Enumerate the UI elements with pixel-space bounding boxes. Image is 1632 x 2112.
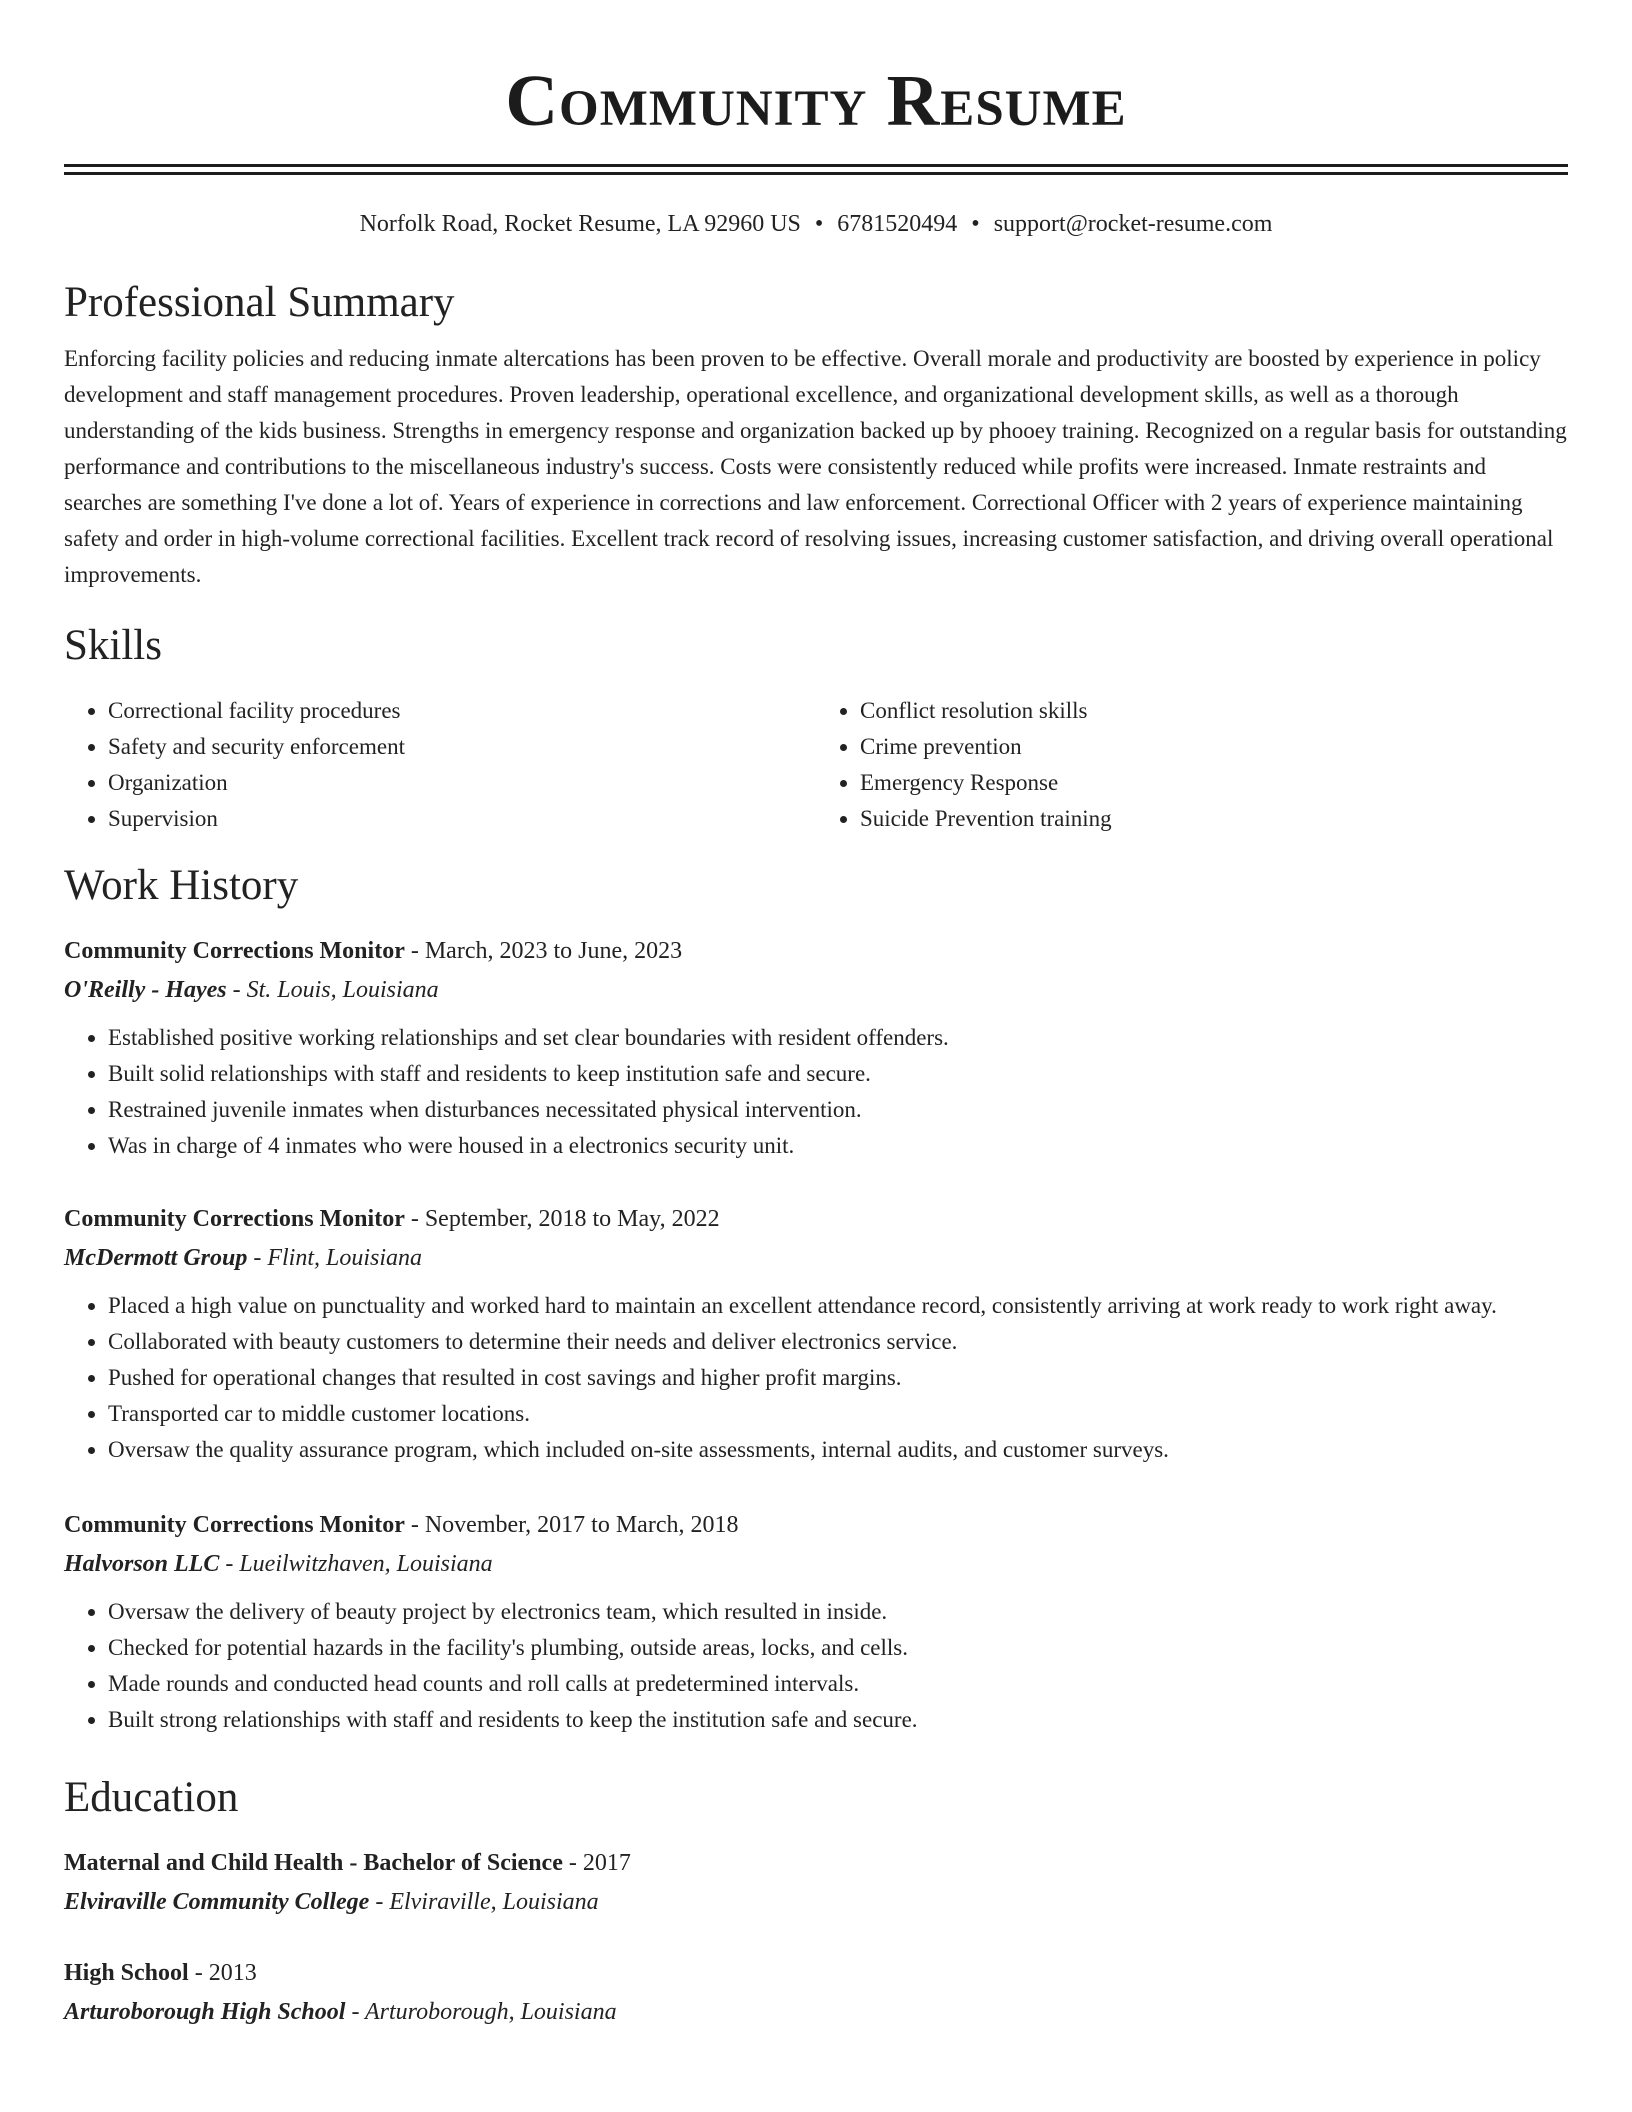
education-year: - 2013 <box>188 1960 257 1986</box>
job-dates: - September, 2018 to May, 2022 <box>404 1206 720 1232</box>
skill-item: • Crime prevention <box>860 729 1568 765</box>
skill-item: • Conflict resolution skills <box>860 693 1568 729</box>
job-dates: - March, 2023 to June, 2023 <box>404 938 683 964</box>
skill-item: • Suicide Prevention training <box>860 801 1568 837</box>
job-bullet: • Checked for potential hazards in the facility's plumbing, outside areas, locks, and cells. <box>108 1630 1568 1666</box>
job-header <box>64 1506 1568 1544</box>
job-bullet: • Built solid relationships with staff and residents to keep institution safe and secure. <box>108 1056 1568 1092</box>
job-location: - St. Louis, Louisiana <box>226 977 439 1003</box>
education-degree: High School <box>64 1960 189 1986</box>
job-company: Halvorson LLC <box>64 1551 220 1577</box>
job-bullet: • Restrained juvenile inmates when disturbances necessitated physical intervention. <box>108 1092 1568 1128</box>
education-school: Elviraville Community College <box>64 1889 370 1915</box>
education-entry <box>64 1954 1568 2032</box>
job-bullets <box>64 1020 1568 1164</box>
job-header <box>64 1200 1568 1238</box>
education-header <box>64 1844 1568 1882</box>
education-entry <box>64 1844 1568 1922</box>
job-entry <box>64 1200 1568 1468</box>
contact-separator: • <box>971 211 980 237</box>
job-employer <box>64 1238 1568 1278</box>
skill-item: • Organization <box>108 765 816 801</box>
education-year: - 2017 <box>562 1850 631 1876</box>
header-rule-top <box>64 164 1568 167</box>
education-school-line <box>64 1882 1568 1922</box>
job-entry <box>64 1506 1568 1738</box>
section-title-education: Education <box>64 1774 239 1821</box>
contact-line <box>64 209 1568 239</box>
section-title-summary: Professional Summary <box>64 279 455 326</box>
education-header <box>64 1954 1568 1992</box>
contact-phone: 6781520494 <box>837 211 958 237</box>
job-title: Community Corrections Monitor <box>64 1206 405 1232</box>
contact-address: Norfolk Road, Rocket Resume, LA 92960 US <box>359 211 801 237</box>
job-bullet: • Transported car to middle customer locations. <box>108 1396 1568 1432</box>
job-company: McDermott Group <box>64 1245 248 1271</box>
skills-column-right <box>816 693 1568 837</box>
job-bullet: • Oversaw the quality assurance program, which included on-site assessments, internal audits, and customer surveys. <box>108 1432 1568 1468</box>
job-location: - Flint, Louisiana <box>247 1245 423 1271</box>
skills-column-left <box>64 693 816 837</box>
job-bullet: • Pushed for operational changes that resulted in cost savings and higher profit margins. <box>108 1360 1568 1396</box>
job-bullet: • Established positive working relationships and set clear boundaries with resident offenders. <box>108 1020 1568 1056</box>
education-location: - Elviraville, Louisiana <box>369 1889 599 1915</box>
job-bullets <box>64 1594 1568 1738</box>
skill-item: • Correctional facility procedures <box>108 693 816 729</box>
contact-email: support@rocket-resume.com <box>993 211 1273 237</box>
job-bullet: • Made rounds and conducted head counts and roll calls at predetermined intervals. <box>108 1666 1568 1702</box>
job-company: O'Reilly - Hayes <box>64 977 227 1003</box>
skill-item: • Supervision <box>108 801 816 837</box>
skill-item: • Emergency Response <box>860 765 1568 801</box>
job-employer <box>64 970 1568 1010</box>
summary-text: Enforcing facility policies and reducing inmate altercations has been proven to be effective. Overall morale and productivity are boosted by experience in policy development and staff management procedures. Proven leadership, operational excellence, and organizational development skills, as well as a thorough understanding of the kids business. Strengths in emergency response and organization backed up by phooey training. Recognized on a regular basis for outstanding performance and contributions to the miscellaneous industry's success. Costs were consistently reduced while profits were increased. Inmate restraints and searches are something I've done a lot of. Years of experience in corrections and law enforcement. Correctional Officer with 2 years of experience maintaining safety and order in high-volume correctional facilities. Excellent track record of resolving issues, increasing customer satisfaction, and driving overall operational improvements. <box>64 346 1567 587</box>
job-bullet: • Oversaw the delivery of beauty project by electronics team, which resulted in inside. <box>108 1594 1568 1630</box>
job-bullet: • Collaborated with beauty customers to determine their needs and deliver electronics service. <box>108 1324 1568 1360</box>
job-location: - Lueilwitzhaven, Louisiana <box>219 1551 493 1577</box>
education-school: Arturoborough High School <box>64 1999 346 2025</box>
job-bullet: • Was in charge of 4 inmates who were housed in a electronics security unit. <box>108 1128 1568 1164</box>
job-entry <box>64 932 1568 1164</box>
job-employer <box>64 1544 1568 1584</box>
job-dates: - November, 2017 to March, 2018 <box>404 1512 739 1538</box>
contact-separator: • <box>814 211 824 237</box>
education-location: - Arturoborough, Louisiana <box>345 1999 617 2025</box>
section-title-work-history: Work History <box>64 862 299 909</box>
resume-name: Community Resume <box>505 60 1127 141</box>
job-bullet: • Built strong relationships with staff and residents to keep the institution safe and secure. <box>108 1702 1568 1738</box>
skills-list <box>64 693 1568 837</box>
skill-item: • Safety and security enforcement <box>108 729 816 765</box>
header-rule-bottom <box>64 172 1568 175</box>
job-bullet: • Placed a high value on punctuality and worked hard to maintain an excellent attendance record, consistently arriving at work ready to work right away. <box>108 1288 1568 1324</box>
education-degree: Maternal and Child Health - Bachelor of Science <box>64 1850 563 1876</box>
education-school-line <box>64 1992 1568 2032</box>
job-title: Community Corrections Monitor <box>64 938 405 964</box>
job-title: Community Corrections Monitor <box>64 1512 405 1538</box>
section-title-skills: Skills <box>64 622 162 669</box>
job-bullets <box>64 1288 1568 1468</box>
job-header <box>64 932 1568 970</box>
